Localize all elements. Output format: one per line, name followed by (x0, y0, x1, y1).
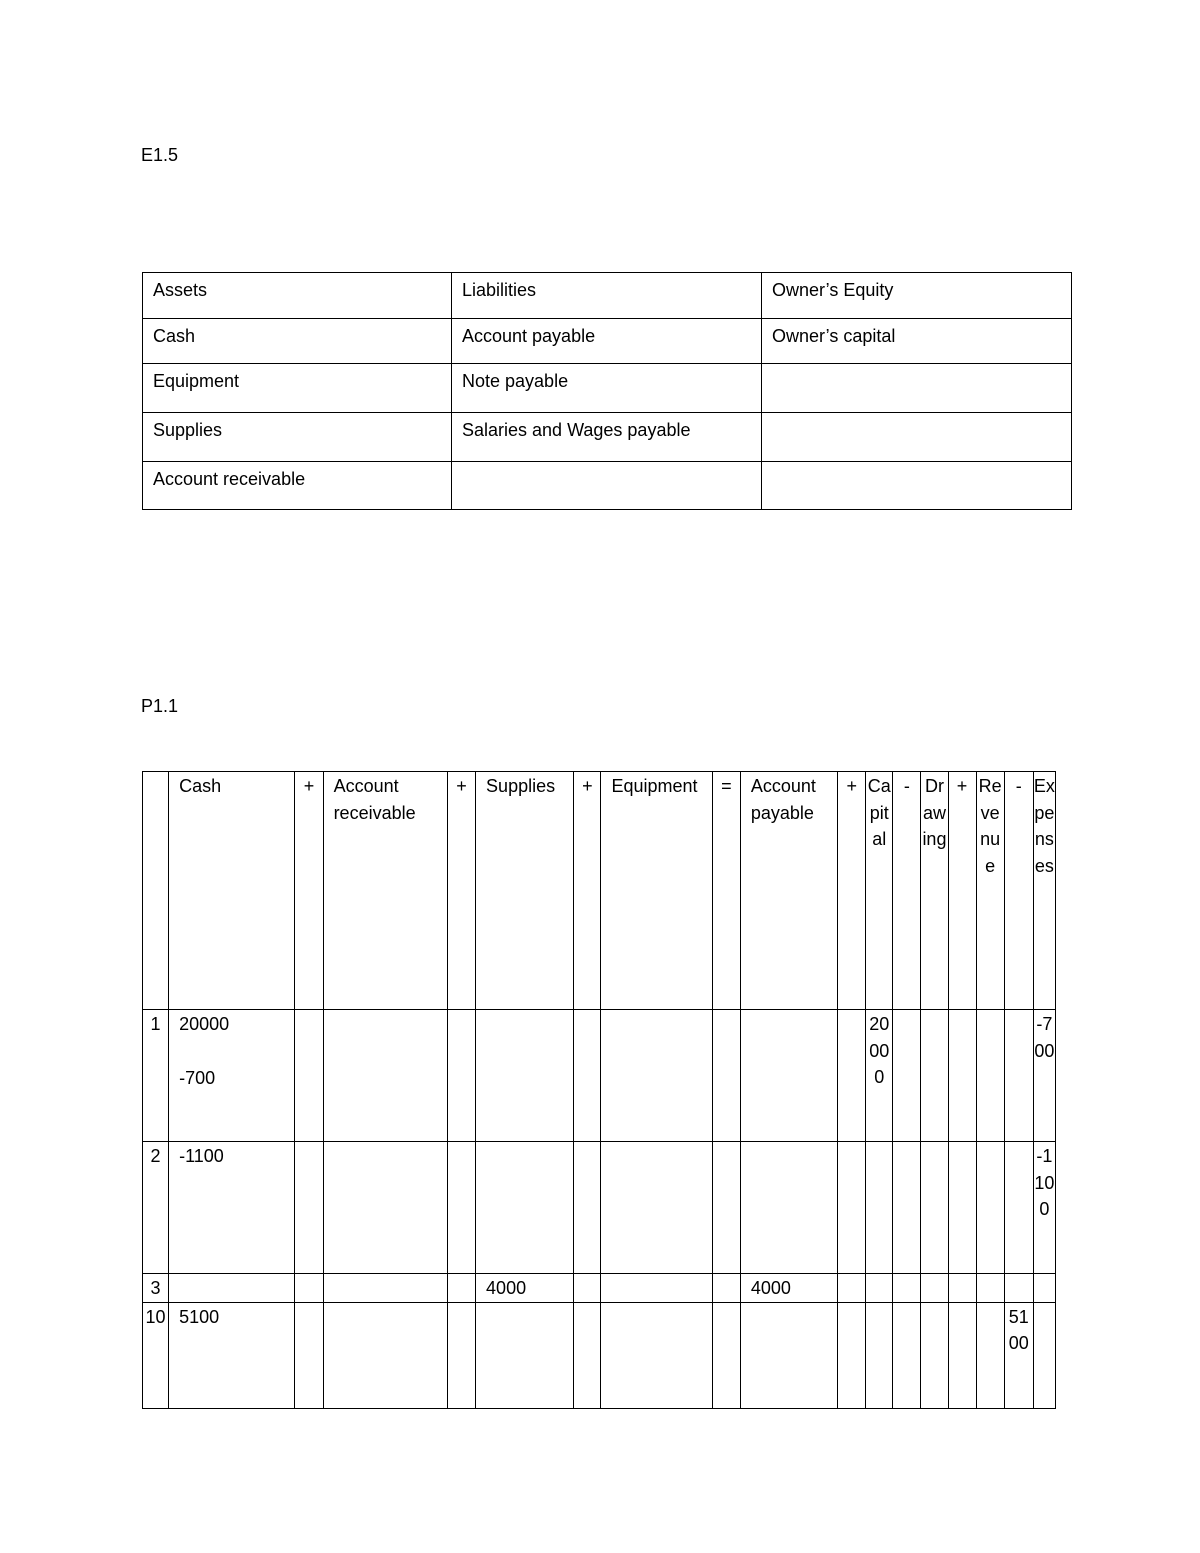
table-row (143, 1142, 1056, 1274)
table-cell (712, 1302, 740, 1408)
supplies-cell (476, 1010, 574, 1142)
cash-cell: 5100 (169, 1302, 295, 1408)
table-cell (295, 1010, 323, 1142)
header-plus-operator: + (948, 772, 976, 1010)
table-header-row (143, 273, 1072, 319)
table-row (143, 413, 1072, 462)
header-account-payable: Account payable (740, 772, 837, 1010)
table-row (143, 1274, 1056, 1303)
table-cell (447, 1010, 475, 1142)
header-transaction-number (143, 772, 169, 1010)
supplies-cell: 4000 (476, 1274, 574, 1303)
header-revenue: Revenue (976, 772, 1004, 1010)
table-cell: Cash (143, 319, 452, 364)
header-plus-operator: + (295, 772, 323, 1010)
revenue-cell: 5100 (1004, 1302, 1033, 1408)
table-cell (976, 1274, 1004, 1303)
section-heading-p11: P1.1 (141, 696, 179, 716)
table-cell (893, 1010, 921, 1142)
table-cell (838, 1302, 866, 1408)
table-cell (921, 1302, 948, 1408)
table-cell: Equipment (143, 364, 452, 413)
header-owners-equity: Owner’s Equity (762, 273, 1072, 319)
revenue-cell (1004, 1274, 1033, 1303)
expenses-cell: -700 (1033, 1010, 1055, 1142)
table-cell (921, 1142, 948, 1274)
header-account-receivable: Account receivable (323, 772, 447, 1010)
header-supplies: Supplies (476, 772, 574, 1010)
table-cell (447, 1274, 475, 1303)
header-plus-operator: + (574, 772, 601, 1010)
cell-spacer (179, 1038, 290, 1065)
table-cell (452, 462, 762, 510)
table-row (143, 1010, 1056, 1142)
table-cell (976, 1010, 1004, 1142)
table-cell (893, 1142, 921, 1274)
header-equipment: Equipment (601, 772, 712, 1010)
table-cell (948, 1274, 976, 1303)
table-cell (948, 1010, 976, 1142)
table-cell (948, 1142, 976, 1274)
table-cell: Account receivable (143, 462, 452, 510)
table-cell (976, 1142, 1004, 1274)
supplies-cell (476, 1142, 574, 1274)
expenses-cell (1033, 1302, 1055, 1408)
capital-cell (866, 1274, 893, 1303)
transaction-number: 3 (143, 1274, 169, 1303)
expenses-cell (1033, 1274, 1055, 1303)
table-cell (921, 1010, 948, 1142)
table-cell (921, 1274, 948, 1303)
table-cell (447, 1302, 475, 1408)
transaction-number: 10 (143, 1302, 169, 1408)
account-payable-cell: 4000 (740, 1274, 837, 1303)
table-header-row (143, 772, 1056, 1010)
table-row (143, 364, 1072, 413)
supplies-cell (476, 1302, 574, 1408)
table-cell (601, 1274, 712, 1303)
table-cell (762, 364, 1072, 413)
table-cell: Supplies (143, 413, 452, 462)
table-cell (712, 1010, 740, 1142)
table-cell (295, 1302, 323, 1408)
header-minus-operator: - (1004, 772, 1033, 1010)
header-plus-operator: + (838, 772, 866, 1010)
cash-cell (169, 1142, 295, 1274)
table-cell (838, 1142, 866, 1274)
table-cell: Note payable (452, 364, 762, 413)
header-liabilities: Liabilities (452, 273, 762, 319)
account-payable-cell (740, 1302, 837, 1408)
header-expenses: Expenses (1033, 772, 1055, 1010)
header-cash: Cash (169, 772, 295, 1010)
accounting-equation-table (142, 771, 1056, 1409)
account-payable-cell (740, 1010, 837, 1142)
table-cell (295, 1274, 323, 1303)
header-equals-operator: = (712, 772, 740, 1010)
table-cell (295, 1142, 323, 1274)
table-cell (574, 1010, 601, 1142)
expenses-cell: -1100 (1033, 1142, 1055, 1274)
accounts-classification-table (142, 272, 1072, 510)
table-cell (574, 1142, 601, 1274)
table-cell (712, 1274, 740, 1303)
table-cell (323, 1010, 447, 1142)
table-cell (838, 1274, 866, 1303)
header-assets: Assets (143, 273, 452, 319)
transaction-number: 2 (143, 1142, 169, 1274)
table-cell (712, 1142, 740, 1274)
capital-cell: 20000 (866, 1010, 893, 1142)
table-cell (893, 1302, 921, 1408)
header-minus-operator: - (893, 772, 921, 1010)
section-heading-e15: E1.5 (141, 145, 179, 165)
table-cell (976, 1302, 1004, 1408)
table-cell (323, 1274, 447, 1303)
cash-value: -700 (179, 1067, 216, 1088)
table-cell (948, 1302, 976, 1408)
table-cell (323, 1302, 447, 1408)
capital-cell (866, 1302, 893, 1408)
table-cell (574, 1274, 601, 1303)
revenue-cell (1004, 1142, 1033, 1274)
header-plus-operator: + (447, 772, 475, 1010)
header-drawing: Drawing (921, 772, 948, 1010)
account-payable-cell (740, 1142, 837, 1274)
table-cell (762, 413, 1072, 462)
capital-cell (866, 1142, 893, 1274)
cash-value: 20000 (179, 1014, 230, 1034)
table-cell (601, 1142, 712, 1274)
table-row (143, 462, 1072, 510)
header-capital: Capital (866, 772, 893, 1010)
table-cell: Salaries and Wages payable (452, 413, 762, 462)
table-cell (838, 1010, 866, 1142)
table-cell: Account payable (452, 319, 762, 364)
revenue-cell (1004, 1010, 1033, 1142)
table-cell (762, 462, 1072, 510)
table-cell: Owner’s capital (762, 319, 1072, 364)
table-cell (447, 1142, 475, 1274)
transaction-number: 1 (143, 1010, 169, 1142)
table-cell (323, 1142, 447, 1274)
table-row (143, 319, 1072, 364)
cash-value: -1100 (179, 1146, 224, 1166)
table-cell (574, 1302, 601, 1408)
table-row (143, 1302, 1056, 1408)
cash-cell (169, 1274, 295, 1303)
table-cell (893, 1274, 921, 1303)
cash-cell (169, 1010, 295, 1142)
table-cell (601, 1010, 712, 1142)
table-cell (601, 1302, 712, 1408)
